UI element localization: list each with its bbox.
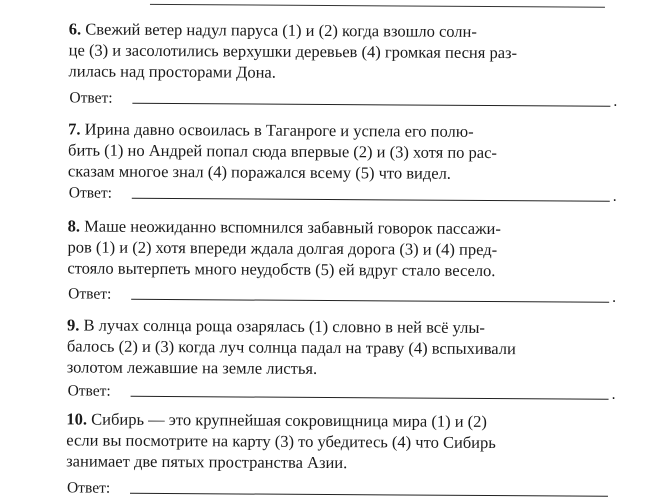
exercise-8-line-3: стояло вытерпеть много неудобств (5) ей вдруг стало весело. [67, 258, 496, 281]
exercise-9-line-3: золотом лежавшие на земле листья. [66, 357, 318, 378]
exercise-7-line-1: 7. Ирина давно освоилась в Таганроге и успела его полю- [68, 119, 474, 141]
exercise-7-text [68, 118, 614, 184]
answer-label: Ответ: [68, 285, 112, 303]
exercise-8-text [67, 215, 613, 281]
exercise-6-line-3: лилась над просторами Дона. [68, 61, 276, 82]
exercise-6 [0, 0, 647, 110]
answer-input-line-10[interactable] [130, 493, 608, 497]
answer-row-7 [69, 183, 619, 206]
answer-row-9 [68, 381, 618, 404]
answer-row-6 [69, 88, 619, 111]
answer-label: Ответ: [66, 479, 111, 497]
answer-end-dot: . [613, 92, 618, 110]
exercise-number: 7. [68, 119, 81, 139]
answer-row-8 [68, 284, 618, 307]
previous-answer-line [150, 4, 605, 8]
exercise-6-text [69, 18, 615, 84]
exercise-8-line-1: 8. Маше неожиданно вспомнился забавный говорок пассажи- [67, 216, 501, 239]
answer-label: Ответ: [69, 89, 113, 107]
exercise-6-line-1: 6. Свежий ветер надул паруса (1) и (2) когда взошло солн- [68, 19, 477, 41]
exercise-number: 10. [66, 409, 88, 429]
exercise-9-text [67, 314, 613, 380]
exercise-number: 9. [66, 315, 80, 335]
exercise-6-line-2: це (3) и засолотились верхушки деревьев (4) громкая песня раз- [68, 40, 518, 63]
exercise-10-line-3: занимает две пятых пространства Азии. [66, 451, 348, 473]
exercise-8-line-2: ров (1) и (2) хотя впереди ждала долгая дорога (3) и (4) пред- [67, 237, 498, 260]
answer-row-10 [67, 478, 617, 501]
exercise-9-line-1: 9. В лучах солнца роща озарялась (1) словно в ней всё улы- [66, 315, 486, 337]
answer-end-dot: . [611, 385, 616, 403]
exercise-7-line-3: сказам многое знал (4) поражался всему (5) что видел. [67, 161, 452, 183]
answer-input-line-9[interactable] [131, 396, 609, 400]
answer-input-line-6[interactable] [132, 103, 610, 107]
answer-label: Ответ: [68, 184, 113, 202]
exercise-10-line-1: 10. Сибирь — это крупнейшая сокровищница мира (1) и (2) [66, 409, 488, 431]
exercise-number: 6. [68, 19, 82, 39]
answer-input-line-8[interactable] [131, 299, 609, 303]
answer-end-dot: . [612, 187, 617, 205]
answer-end-dot: . [612, 288, 617, 306]
answer-label: Ответ: [67, 382, 111, 400]
exercise-10-text [66, 408, 612, 474]
exercise-9-line-2: балось (2) и (3) когда луч солнца падал на траву (4) вспыхивали [66, 336, 516, 359]
exercise-number: 8. [67, 216, 81, 236]
exercise-10-line-2: если вы посмотрите на карту (3) то убедитесь (4) что Сибирь [66, 430, 496, 453]
exercise-7-line-2: бить (1) но Андрей попал сюда впервые (2) и (3) хотя по рас- [68, 140, 498, 163]
answer-input-line-7[interactable] [132, 198, 610, 202]
